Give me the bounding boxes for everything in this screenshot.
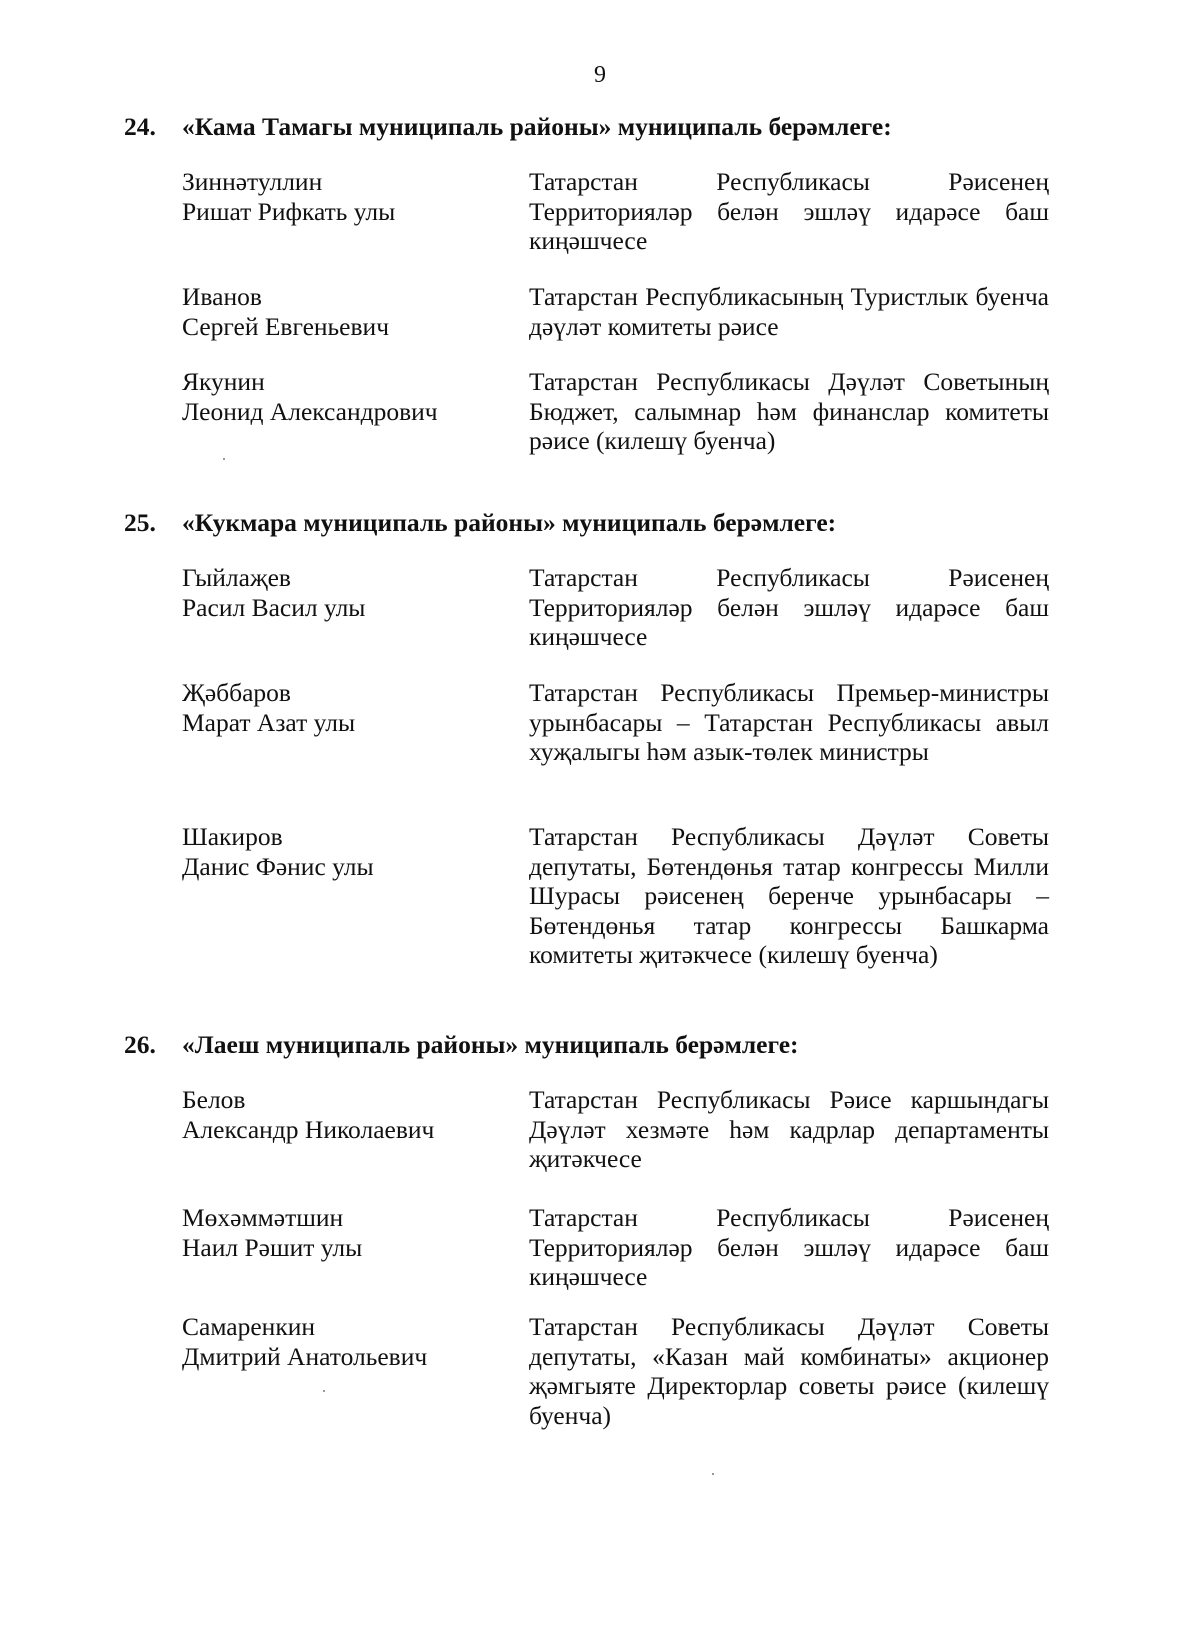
member-given-name: Данис Фәнис улы (182, 851, 374, 881)
member-given-name: Александр Николаевич (182, 1114, 435, 1144)
scan-speck (323, 1390, 325, 1392)
section-title: «Кукмара муниципаль районы» муниципаль берәмлеге: (182, 508, 837, 537)
member-surname: Зиннәтуллин (182, 167, 323, 196)
member-surname: Шакиров (182, 822, 283, 851)
member-given-name: Марат Азат улы (182, 707, 356, 737)
member-name (182, 282, 512, 341)
member-given-name: Наил Рәшит улы (182, 1232, 363, 1262)
member-position: Татарстан Республикасы Дәүләт Советы депутаты, Бөтендөнья татар конгрессы Милли Шурасы рәисенең беренче урынбасары – Бөтендөнья татар конгрессы Башкарма комитеты җитәкчесе (килешү буенча) (529, 822, 1049, 969)
member-position: Татарстан Республикасының Туристлык буенча дәүләт комитеты рәисе (529, 282, 1049, 341)
section-25 (124, 508, 1084, 969)
section-24 (124, 112, 1084, 455)
section-number: 25. (124, 508, 156, 537)
member-position: Татарстан Республикасы Рәисе каршындагы Дәүләт хезмәте һәм кадрлар департаменты җитәкчесе (529, 1085, 1049, 1173)
member-surname: Мөхәммәтшин (182, 1203, 344, 1232)
member-given-name: Расил Васил улы (182, 592, 366, 622)
section-heading (124, 508, 1084, 538)
member-given-name: Леонид Александрович (182, 396, 438, 426)
member-name (182, 678, 512, 737)
member-position: Татарстан Республикасы Рәисенең Территорияләр белән эшләү идарәсе баш киңәшчесе (529, 167, 1049, 255)
member-name (182, 822, 512, 881)
section-heading (124, 112, 1084, 142)
member-name (182, 167, 512, 226)
scan-speck (223, 458, 225, 460)
section-26 (124, 1030, 1084, 1430)
member-name (182, 1085, 512, 1144)
section-title: «Кама Тамагы муниципаль районы» муниципаль берәмлеге: (182, 112, 892, 141)
member-position: Татарстан Республикасы Дәүләт Советының Бюджет, салымнар һәм финанслар комитеты рәисе (килешү буенча) (529, 367, 1049, 455)
member-given-name: Ришат Рифкать улы (182, 196, 396, 226)
member-name (182, 1312, 512, 1371)
member-name (182, 563, 512, 622)
section-heading (124, 1030, 1084, 1060)
member-given-name: Сергей Евгеньевич (182, 311, 390, 341)
member-position: Татарстан Республикасы Премьер-министры урынбасары – Татарстан Республикасы авыл хуҗалыгы һәм азык-төлек министры (529, 678, 1049, 766)
section-number: 24. (124, 112, 156, 141)
member-position: Татарстан Республикасы Рәисенең Территорияләр белән эшләү идарәсе баш киңәшчесе (529, 563, 1049, 651)
member-surname: Якунин (182, 367, 265, 396)
member-name (182, 1203, 512, 1262)
member-surname: Самаренкин (182, 1312, 316, 1341)
member-surname: Гыйлаҗев (182, 563, 291, 592)
member-position: Татарстан Республикасы Дәүләт Советы депутаты, «Казан май комбинаты» акционер җәмгыяте Директорлар советы рәисе (килешү буенча) (529, 1312, 1049, 1430)
member-surname: Белов (182, 1085, 246, 1114)
member-surname: Иванов (182, 282, 262, 311)
member-name (182, 367, 512, 426)
page-number: 9 (594, 62, 606, 88)
section-number: 26. (124, 1030, 156, 1059)
section-title: «Лаеш муниципаль районы» муниципаль берәмлеге: (182, 1030, 799, 1059)
member-position: Татарстан Республикасы Рәисенең Территорияләр белән эшләү идарәсе баш киңәшчесе (529, 1203, 1049, 1291)
member-surname: Җәббаров (182, 678, 291, 707)
member-given-name: Дмитрий Анатольевич (182, 1341, 428, 1371)
scan-speck (712, 1473, 714, 1475)
